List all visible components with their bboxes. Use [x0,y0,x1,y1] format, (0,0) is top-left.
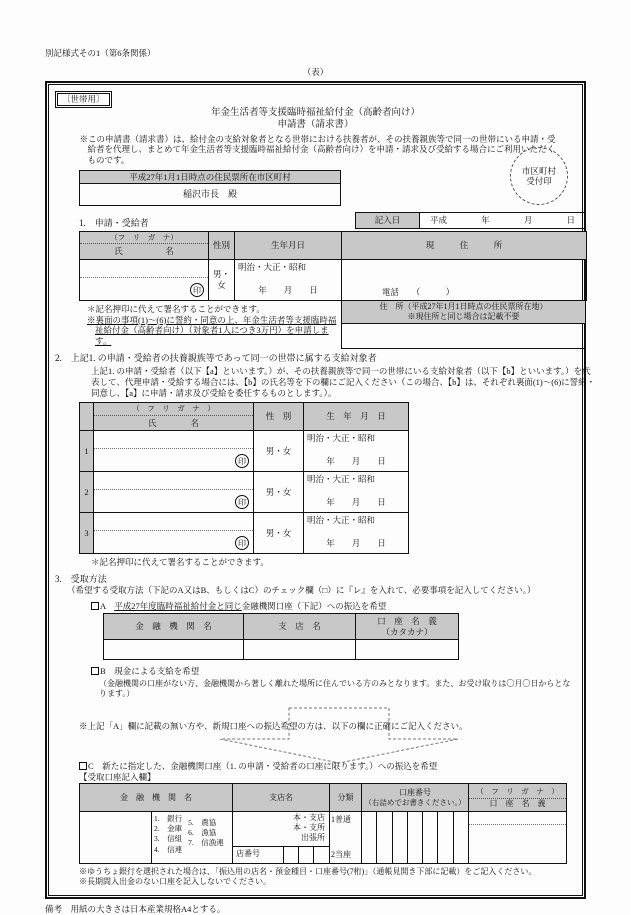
dependent-furigana-field[interactable] [94,513,253,531]
branch-number-cell[interactable] [284,847,299,863]
bank-name-field[interactable] [80,812,152,864]
account-number-cell[interactable] [362,812,377,863]
section3-instruction: （希望する受取方法（下記のA又はB、もしくはC）のチェック欄（□）に『レ』を入れて、必要事項を記入してください。） [67,585,536,595]
entry-date-year-suffix: 年 [481,215,490,226]
option-b-line [91,666,576,677]
form-reference: 別記様式その1（第6条関係） [45,48,156,58]
municipality-reception-stamp [510,147,568,205]
branch-name-header: 支店名 [233,784,330,812]
bank-name-header: 金 融 機 関 名 [80,784,233,812]
bank-type-option[interactable]: 4. 信連 [154,844,183,854]
dependents-table [79,402,409,554]
account-number-cell[interactable] [408,812,423,863]
account-number-header [362,784,469,812]
option-a-line [91,601,576,612]
birth-ymd-placeholder[interactable]: 年 月 日 [258,284,318,295]
arrow-note-block [79,713,586,759]
seal-icon: 印 [235,454,249,468]
dependent-row [80,472,409,513]
branch-number-cell[interactable] [299,847,314,863]
dependent-birth-field[interactable] [304,513,409,554]
applicant-name-field[interactable] [80,260,209,301]
dependent-name-entry[interactable] [94,531,253,553]
dependent-name-field[interactable] [94,472,254,513]
form-description: ※この申請書（請求書）は、給付金の支給対象者となる世帯における扶養者が、その扶養親族等で同一の世帯にいる申請・受給者を代理し、まとめて年金生活者等支援臨時福祉給付金（高齢者向け）を申請・請求及び受給する場合にご利用いただくものです。 [79,133,556,165]
registered-address-line1: 住 所（平成27年1月1日時点の住民票所在地） [379,302,548,311]
dependent-sex-options[interactable]: 男・女 [254,472,304,513]
dependent-furigana-field[interactable] [94,472,253,490]
section3-title: 3. 受取方法 [55,573,107,584]
era-options[interactable]: 明治・大正・昭和 [238,262,307,272]
applicant-sex-options[interactable]: 男・女 [209,260,235,301]
account-number-header-line2: （右詰めでお書きください。） [364,797,466,807]
account-number-header-line1: 口座番号 [399,787,431,797]
bank-type-option[interactable]: 5. 農協 [188,818,217,828]
birth-ymd-placeholder[interactable]: 年 月 日 [326,496,386,507]
option-c-letter: C [88,760,94,771]
remarks-line [45,904,586,915]
applicant-table [79,231,587,301]
branch-number-label: 店番号 [233,847,284,863]
pledge-note: ※裏面の事項(1)～(6)に誓約・同意の上、年金生活者等支援臨時福祉給付金（高齢者向け）（対象者1人につき3万円）を申請します。 [87,314,337,346]
row-number: 3 [80,513,94,554]
option-b-letter: B [100,666,106,677]
registered-address-line2: ※現住所と同じ場合は記載不要 [407,312,520,321]
branch-number-cell[interactable] [314,847,329,863]
name-header: 氏 名 [114,246,174,257]
entry-date-day-suffix: 日 [566,215,575,226]
branch-name-field[interactable] [244,640,356,660]
row-number: 2 [80,472,94,513]
dependent-birth-field[interactable] [304,472,409,513]
bank-type-option[interactable]: 7. 信漁連 [188,838,224,848]
dependents-name-header [94,403,254,431]
account-number-field[interactable] [362,812,469,864]
bank-name-header: 金 融 機 関 名 [104,614,244,640]
bank-type-options[interactable] [152,812,233,864]
form-title-line1: 年金生活者等支援臨時福祉給付金（高齢者向け） [210,107,420,118]
sex-header: 性別 [209,232,235,260]
option-c-checkbox[interactable] [79,762,87,770]
bank-type-option[interactable]: 3. 信組 [154,834,183,844]
entry-date-label: 記入日 [356,213,420,228]
applicant-name-entry[interactable] [80,278,208,300]
bank-type-option[interactable]: 2. 金庫 [154,824,183,834]
branch-field[interactable] [233,812,330,864]
form-inner-area [48,84,596,896]
name-header: 氏 名 [147,417,199,428]
furigana-header: （ フ リ ガ ナ ） [469,786,566,798]
holder-name-field[interactable] [356,640,459,660]
applicant-birth-field[interactable] [235,260,342,301]
new-account-table [79,783,567,864]
option-b-text: 現金による支給を希望 [114,666,200,677]
stamp-text-line1: 市区町村 [521,165,556,176]
holder-name-header [356,614,459,640]
addressee-box [79,170,341,207]
birth-ymd-placeholder[interactable]: 年 月 日 [326,537,386,548]
dependent-name-field[interactable] [94,431,254,472]
option-a-underlined: 平成27年度臨時福祉給付金と同じ [114,600,242,611]
branch-type-option[interactable]: 出張所 [301,833,325,843]
registered-address-header [342,301,585,324]
branch-name-header: 支 店 名 [244,614,356,640]
option-a-letter: A [100,600,106,611]
account-entry-label: 【受取口座記入欄】 [79,771,156,782]
dependent-furigana-field[interactable] [94,431,253,449]
era-options[interactable]: 明治・大正・昭和 [307,433,376,444]
bank-type-option[interactable]: 1. 銀行 [154,814,183,824]
account-number-cell[interactable] [393,812,408,863]
entry-date-era: 平成 [430,215,448,226]
dependent-sex-options[interactable]: 男・女 [254,513,304,554]
section2-paragraph: 上記1. の申請・受給者（以下【a】といいます。）が、その扶養親族等で同一の世帯にいる支給対象者（以下【b】といいます。）を代表して、代理申請・受給する場合には、【b】の氏名等を下の欄にご記入ください（この場合、【b】は、それぞれ裏面(1)～(6)に誓約・同意し、【a】に申請・請求及び受給を委任するものとします。）。 [91,366,596,398]
dependent-birth-field[interactable] [304,431,409,472]
account-number-cell[interactable] [454,812,468,863]
current-address-header: 現 住 所 [342,232,587,260]
seal-icon: 印 [235,495,249,509]
form-outer-border [45,81,596,899]
birth-header: 生年月日 [235,232,342,260]
dependent-sex-options[interactable]: 男・女 [254,431,304,472]
applicant-name-header [80,232,209,260]
household-use-label: 〔世帯用〕 [57,93,110,106]
class-option-futsuu[interactable]: 1普通 [331,815,351,825]
seal-icon: 印 [190,283,204,297]
side-label: （表） [302,66,329,77]
applicant-furigana-field[interactable] [80,260,208,278]
dependent-name-entry[interactable] [94,490,253,512]
bank-name-field[interactable] [104,640,244,660]
same-account-table [103,613,459,660]
form-title-line2: 申請書（請求書） [277,119,354,130]
phone-field[interactable]: 電話 （ ） [382,287,455,298]
holder-header-line2: （カタカナ） [381,626,433,637]
furigana-header: （ フ リ ガ ナ ） [94,403,253,415]
option-a-checkbox[interactable] [91,602,99,610]
dependent-name-field[interactable] [94,513,254,554]
dependent-row [80,513,409,554]
stamp-text-line2: 受付印 [526,176,552,187]
class-header: 分類 [330,784,362,812]
holder-header-line1: 口 座 名 義 [377,616,437,627]
bank-type-option[interactable]: 6. 漁協 [188,828,217,838]
entry-date-field[interactable] [420,213,585,228]
holder-name-header [469,784,567,812]
branch-type-option[interactable]: 本・支店 [293,813,325,823]
era-options[interactable]: 明治・大正・昭和 [307,515,376,526]
class-option-touza[interactable]: 2当座 [331,850,351,860]
yucho-note: ※ゆうちょ銀行を選択された場合は、「振込用の店名・預金種目・口座番号(7桁)」（通帳見開き下部に記載）をご記入ください。 [79,867,537,877]
section2-title: 2. 上記1. の申請・受給者の扶養親族等であって同一の世帯に属する支給対象者 [55,353,377,363]
dependent-name-entry[interactable] [94,449,253,471]
option-b-note: （金融機関の口座がない方、金融機関から著しく離れた場所に住んでいる方のみとなります。また、お受け取りは〇月〇日からとなります。） [99,678,571,698]
signature-note: ＊記名押印に代えて署名することができます。 [87,304,265,314]
holder-header: 口 座 名 義 [489,798,546,808]
entry-date-month-suffix: 月 [523,215,533,226]
seal-icon: 印 [235,536,249,550]
registered-address-box [341,301,586,349]
birth-ymd-placeholder[interactable]: 年 月 日 [326,455,386,466]
account-number-cell[interactable] [423,812,438,863]
section1-title: 1. 申請・受給者 [79,217,149,228]
account-number-cell[interactable] [377,812,392,863]
remarks-text: 用紙の大きさは日本産業規格A4とする。 [70,904,226,915]
furigana-header: （フ リ ガ ナ） [80,232,208,244]
applicant-address-field[interactable] [342,260,587,301]
addressee-name: 稲沢市長 殿 [182,189,237,200]
form-page [45,48,596,915]
registered-address-field[interactable] [342,324,585,348]
remarks-label: 備考 [45,904,63,915]
option-b-checkbox[interactable] [91,667,99,675]
dependents-number-header [80,403,94,431]
dormant-account-note: ※長期間入出金のない口座を記入しないでください。 [79,877,271,887]
holder-furigana-field[interactable] [469,812,566,825]
signature-note-2: ＊記名押印に代えて署名することができます。 [91,557,269,568]
branch-type-option[interactable]: 本・支所 [293,823,325,833]
new-account-note: ※上記「A」欄に記載の無い方や、新規口座への振込希望の方は、以下の欄に正確にご記入ください。 [79,720,468,731]
entry-date-strip [355,212,586,229]
birth-header: 生 年 月 日 [304,403,409,431]
row-number: 1 [80,431,94,472]
era-options[interactable]: 明治・大正・昭和 [307,474,376,485]
dependent-row [80,431,409,472]
option-c-text: 新たに指定した、金融機関口座（1. の申請・受給者の口座に限ります。）への振込を希望 [102,760,438,771]
holder-name-field[interactable] [469,812,567,864]
option-a-rest: 金融機関口座（下記）への振込を希望 [241,600,387,611]
class-options[interactable] [330,812,362,864]
account-number-cell[interactable] [438,812,453,863]
municipality-box-header: 平成27年1月1日時点の住民票所在市区町村 [80,171,340,185]
sex-header: 性 別 [254,403,304,431]
